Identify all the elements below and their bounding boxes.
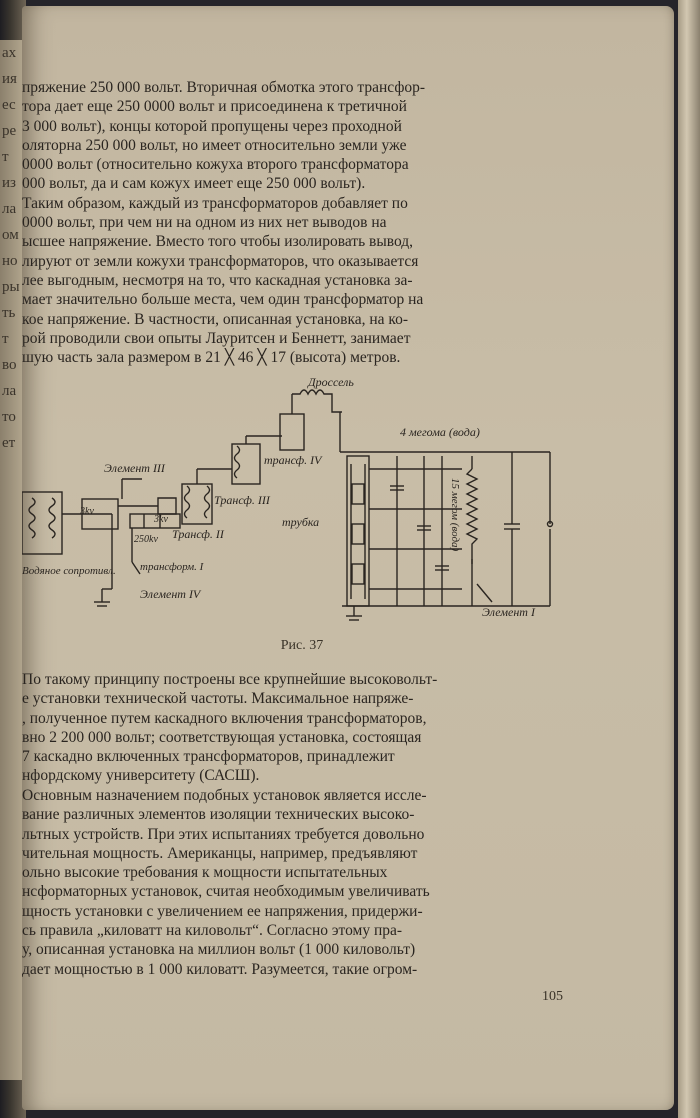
label-tube: трубка [282, 515, 320, 529]
label-water-resistor: Водяное сопротивл. [22, 565, 116, 577]
previous-page-fragment: ах [2, 45, 17, 61]
text-line: нфордскому университету (САСШ). [22, 767, 260, 785]
previous-page-fragment: ет [2, 435, 16, 451]
label-3kv-b: 3kv [154, 514, 168, 525]
text-line: 7 каскадно включенных трансформаторов, принадлежит [22, 748, 395, 766]
right-page-edge [678, 0, 700, 1118]
text-line: 0000 вольт, при чем ни на одном из них нет выводов на [22, 214, 387, 232]
text-line: 000 вольт, да и сам кожух имеет еще 250 000 вольт). [22, 175, 366, 193]
text-line: лее выгодным, несмотря на то, что каскадная установка за- [22, 271, 413, 289]
label-choke: Дроссель [308, 375, 354, 389]
circuit-diagram-svg [22, 374, 582, 624]
previous-page-fragment: то [2, 409, 16, 425]
text-line: шую часть зала размером в 21 ╳ 46 ╳ 17 (высота) метров. [22, 349, 401, 367]
text-line: По такому принципу построены все крупнейшие высоковольт- [22, 671, 438, 688]
label-4-megohm: 4 мегома (вода) [400, 425, 480, 439]
text-line: е установки технической частоты. Максимальное напряже- [22, 690, 414, 708]
previous-page-fragment: ия [2, 71, 17, 87]
choke-coil [292, 390, 342, 412]
text-line: щность установки с увеличением ее напряжения, придержи- [22, 902, 423, 920]
text-line: ольно высокие требования к мощности испытательных [22, 864, 388, 882]
previous-page-edge [0, 40, 24, 1080]
text-line: кое напряжение. В частности, описанная установка, на ко- [22, 310, 409, 328]
previous-page-fragment: ес [2, 97, 16, 113]
previous-page-fragment: ры [2, 279, 20, 295]
text-line: льтных устройств. При этих испытаниях требуется довольно [22, 825, 425, 843]
text-line: вно 2 200 000 вольт; соответствующая установка, состоящая [22, 728, 422, 746]
figure-caption: Рис. 37 [280, 638, 324, 653]
text-line: дает мощностью в 1 000 киловатт. Разумеется, такие огром- [22, 960, 418, 978]
previous-page-fragment: из [2, 175, 16, 191]
label-3kv-a: 3kv [80, 506, 94, 517]
label-transf-1: трансформ. I [140, 561, 204, 573]
previous-page-fragment: т [2, 149, 9, 165]
previous-page-fragment: но [2, 253, 18, 269]
previous-page-fragment: ла [2, 201, 17, 217]
text-line: лируют от земли кожухи трансформаторов, что оказывается [22, 252, 419, 270]
text-line: 3 000 вольт), концы которой пропущены через проходной [22, 117, 402, 135]
previous-page-fragments [0, 40, 24, 456]
text-line: чительная мощность. Американцы, например, предъявляют [22, 844, 418, 862]
previous-page-fragment: ре [2, 123, 17, 139]
paragraph-middle [22, 670, 582, 786]
transformer-1-core [22, 492, 62, 554]
text-line: ысшее напряжение. Вместо того чтобы изолировать вывод, [22, 233, 414, 251]
label-transf-2: Трансф. II [172, 527, 224, 541]
text-line: сь правила „киловатт на киловольт“. Согласно этому пра- [22, 922, 403, 940]
label-250kv: 250kv [134, 534, 158, 545]
text-line: рой проводили свои опыты Лауритсен и Беннетт, занимает [22, 329, 411, 347]
previous-page-fragment: ть [2, 305, 16, 321]
label-element-4: Элемент IV [140, 587, 201, 601]
label-element-3: Элемент III [104, 461, 165, 475]
paragraph-top [22, 78, 582, 367]
label-transf-3: Трансф. III [214, 493, 270, 507]
previous-page-fragment: ом [2, 227, 19, 243]
paragraph-bottom [22, 786, 582, 979]
label-15-megohm: 15 мегом (вода) [449, 478, 461, 552]
text-line: вание различных элементов изоляции технических высоко- [22, 806, 415, 824]
text-line: Таким образом, каждый из трансформаторов добавляет по [22, 194, 408, 212]
resistor-15-megohm [467, 469, 477, 564]
previous-page-fragment: ла [2, 383, 17, 399]
book-page [22, 6, 674, 1110]
text-line: , полученное путем каскадного включения трансформаторов, [22, 709, 427, 727]
label-element-1: Элемент I [482, 605, 535, 619]
page-number: 105 [542, 989, 563, 1004]
text-line: у, описанная установка на миллион вольт (1 000 киловольт) [22, 941, 416, 959]
previous-page-fragment: т [2, 331, 9, 347]
text-line: нсформаторных установок, считая необходимым увеличивать [22, 883, 430, 901]
figure-circuit-diagram [22, 374, 582, 624]
text-line: мает значительно больше места, чем один трансформатор на [22, 291, 424, 309]
text-line: оляторна 250 000 вольт, но имеет относительно земли уже [22, 136, 407, 154]
previous-page-fragment: во [2, 357, 17, 373]
text-line: 0000 вольт (относительно кожуха второго трансформатора [22, 156, 409, 174]
text-line: тора дает еще 250 0000 вольт и присоединена к третичной [22, 98, 407, 116]
transformer-1-winding [29, 498, 35, 538]
text-line: Основным назначением подобных установок является иссле- [22, 787, 427, 804]
text-line: пряжение 250 000 вольт. Вторичная обмотка этого трансфор- [22, 79, 426, 96]
label-transf-4: трансф. IV [264, 453, 322, 467]
